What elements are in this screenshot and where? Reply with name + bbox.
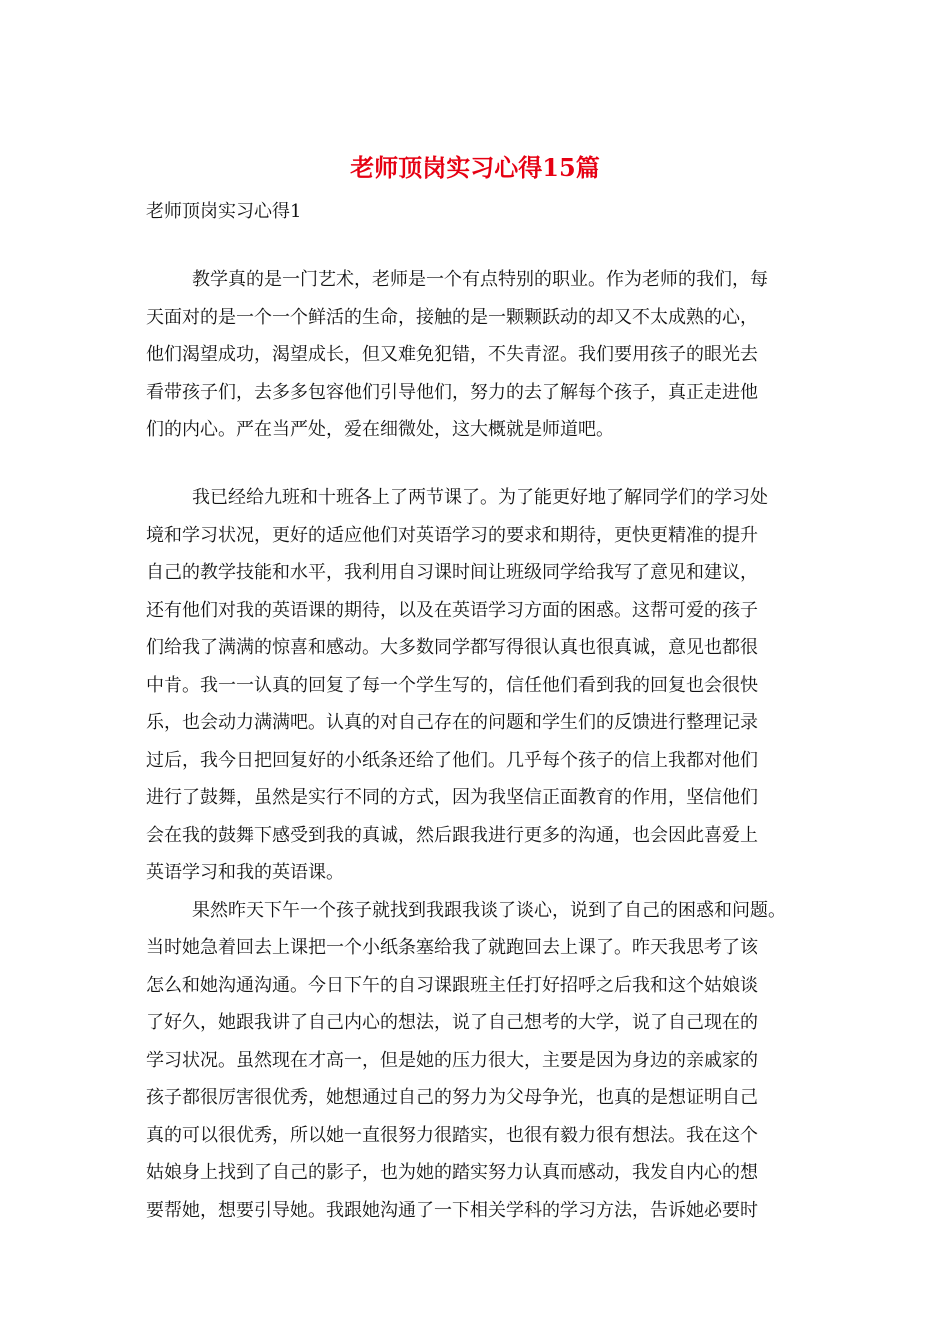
text-line: 们给我了满满的惊喜和感动。大多数同学都写得很认真也很真诚，意见也都很 (146, 637, 758, 658)
text-line: 他们渴望成功，渴望成长，但又难免犯错，不失青涩。我们要用孩子的眼光去 (146, 344, 758, 365)
text-line: 自己的教学技能和水平，我利用自习课时间让班级同学给我写了意见和建议， (146, 562, 758, 583)
text-line: 教学真的是一门艺术，老师是一个有点特别的职业。作为老师的我们，每 (192, 269, 768, 290)
text-line: 还有他们对我的英语课的期待，以及在英语学习方面的困惑。这帮可爱的孩子 (146, 600, 758, 621)
text-line: 天面对的是一个一个鲜活的生命，接触的是一颗颗跃动的却又不太成熟的心， (146, 307, 758, 328)
text-line: 果然昨天下午一个孩子就找到我跟我谈了谈心，说到了自己的困惑和问题。 (192, 900, 786, 921)
text-line: 们的内心。严在当严处，爱在细微处，这大概就是师道吧。 (146, 419, 614, 440)
text-line: 境和学习状况，更好的适应他们对英语学习的要求和期待，更快更精准的提升 (146, 525, 758, 546)
text-line: 看带孩子们，去多多包容他们引导他们，努力的去了解每个孩子，真正走进他 (146, 382, 758, 403)
text-line: 孩子都很厉害很优秀，她想通过自己的努力为父母争光，也真的是想证明自己 (146, 1087, 758, 1108)
text-line: 姑娘身上找到了自己的影子，也为她的踏实努力认真而感动，我发自内心的想 (146, 1162, 758, 1183)
text-line: 英语学习和我的英语课。 (146, 862, 344, 883)
text-line: 会在我的鼓舞下感受到我的真诚，然后跟我进行更多的沟通，也会因此喜爱上 (146, 825, 758, 846)
text-line: 乐，也会动力满满吧。认真的对自己存在的问题和学生们的反馈进行整理记录 (146, 712, 758, 733)
text-line: 真的可以很优秀，所以她一直很努力很踏实，也很有毅力很有想法。我在这个 (146, 1125, 758, 1146)
text-line: 进行了鼓舞，虽然是实行不同的方式，因为我坚信正面教育的作用，坚信他们 (146, 787, 758, 808)
text-line: 过后，我今日把回复好的小纸条还给了他们。几乎每个孩子的信上我都对他们 (146, 750, 758, 771)
text-line: 要帮她，想要引导她。我跟她沟通了一下相关学科的学习方法，告诉她必要时 (146, 1200, 758, 1221)
text-line: 当时她急着回去上课把一个小纸条塞给我了就跑回去上课了。昨天我思考了该 (146, 937, 758, 958)
section-heading: 老师顶岗实习心得1 (146, 201, 302, 222)
text-line: 怎么和她沟通沟通。今日下午的自习课跟班主任打好招呼之后我和这个姑娘谈 (146, 975, 758, 996)
text-line: 学习状况。虽然现在才高一，但是她的压力很大，主要是因为身边的亲戚家的 (146, 1050, 758, 1071)
text-line: 了好久，她跟我讲了自己内心的想法，说了自己想考的大学，说了自己现在的 (146, 1012, 758, 1033)
document-title: 老师顶岗实习心得15篇 (350, 153, 600, 182)
text-line: 中肯。我一一认真的回复了每一个学生写的，信任他们看到我的回复也会很快 (146, 675, 758, 696)
text-line: 我已经给九班和十班各上了两节课了。为了能更好地了解同学们的学习处 (192, 487, 768, 508)
